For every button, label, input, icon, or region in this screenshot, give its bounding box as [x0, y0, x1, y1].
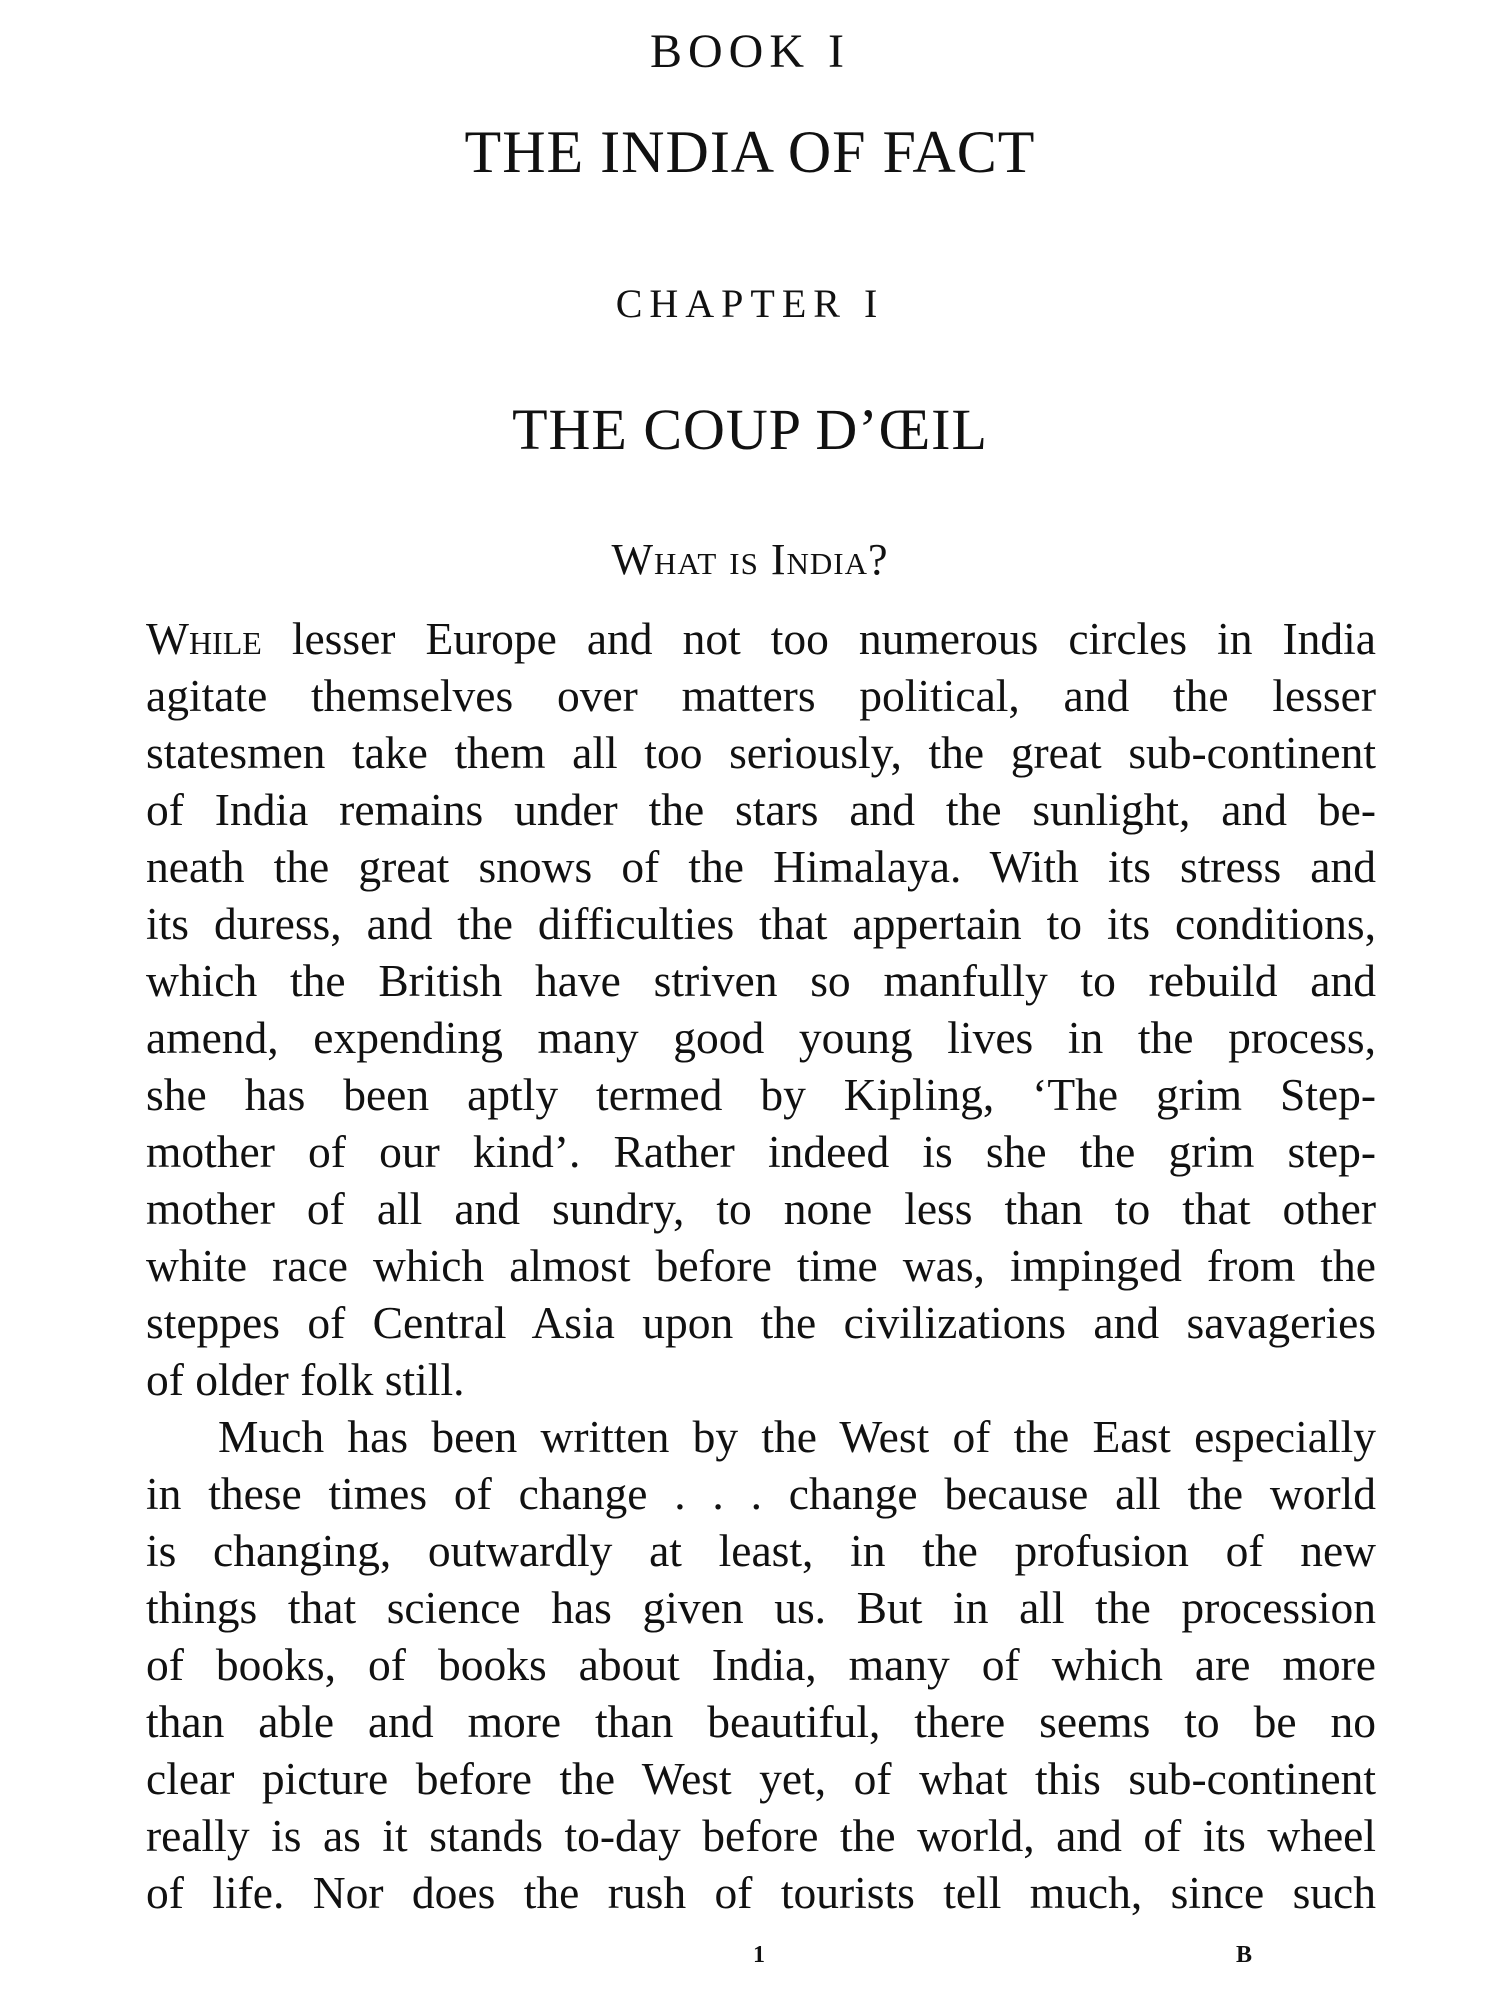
- text-line: statesmen take them all too seriously, the great sub-continent: [146, 727, 1376, 778]
- text-line: in these times of change . . . change because all the world: [146, 1468, 1376, 1519]
- text-line: than able and more than beautiful, there seems to be no: [146, 1696, 1376, 1747]
- text-line: of older folk still.: [146, 1354, 465, 1405]
- paragraph-1: [146, 610, 1376, 1408]
- paragraph-2: [146, 1408, 1376, 1921]
- book-title: THE INDIA OF FACT: [464, 119, 1036, 185]
- chapter-title: THE COUP D’ŒIL: [512, 397, 988, 462]
- book-label: BOOK I: [650, 25, 850, 78]
- text-line: its duress, and the difficulties that appertain to its conditions,: [146, 898, 1376, 949]
- text-line: of India remains under the stars and the sunlight, and be-: [146, 784, 1376, 835]
- page-number: 1: [753, 1942, 765, 1968]
- text-line-rest: lesser Europe and not too numerous circles in India: [261, 613, 1376, 664]
- text-line: is changing, outwardly at least, in the profusion of new: [146, 1525, 1376, 1576]
- text-line: white race which almost before time was, impinged from the: [146, 1240, 1376, 1291]
- text-line: mother of our kind’. Rather indeed is she the grim step-: [146, 1126, 1376, 1177]
- chapter-label: CHAPTER I: [615, 281, 885, 326]
- text-line: of life. Nor does the rush of tourists tell much, since such: [146, 1867, 1376, 1918]
- body-text: [146, 610, 1376, 1921]
- signature-mark: B: [1236, 1942, 1253, 1968]
- text-line: of books, of books about India, many of which are more: [146, 1639, 1376, 1690]
- text-line: [146, 610, 1376, 667]
- text-line: Much has been written by the West of the East especially: [218, 1411, 1376, 1462]
- opening-word: While: [146, 613, 262, 664]
- text-line: she has been aptly termed by Kipling, ‘The grim Step-: [146, 1069, 1376, 1120]
- text-line: amend, expending many good young lives in the process,: [146, 1012, 1376, 1063]
- text-line: neath the great snows of the Himalaya. With its stress and: [146, 841, 1376, 892]
- text-line: things that science has given us. But in all the procession: [146, 1582, 1376, 1633]
- section-heading: What is India?: [611, 535, 889, 584]
- text-line: which the British have striven so manfully to rebuild and: [146, 955, 1376, 1006]
- text-line: steppes of Central Asia upon the civilizations and savageries: [146, 1297, 1376, 1348]
- text-line: really is as it stands to-day before the world, and of its wheel: [146, 1810, 1376, 1861]
- text-line: clear picture before the West yet, of what this sub-continent: [146, 1753, 1376, 1804]
- text-line: agitate themselves over matters political, and the lesser: [146, 670, 1376, 721]
- text-line: mother of all and sundry, to none less than to that other: [146, 1183, 1376, 1234]
